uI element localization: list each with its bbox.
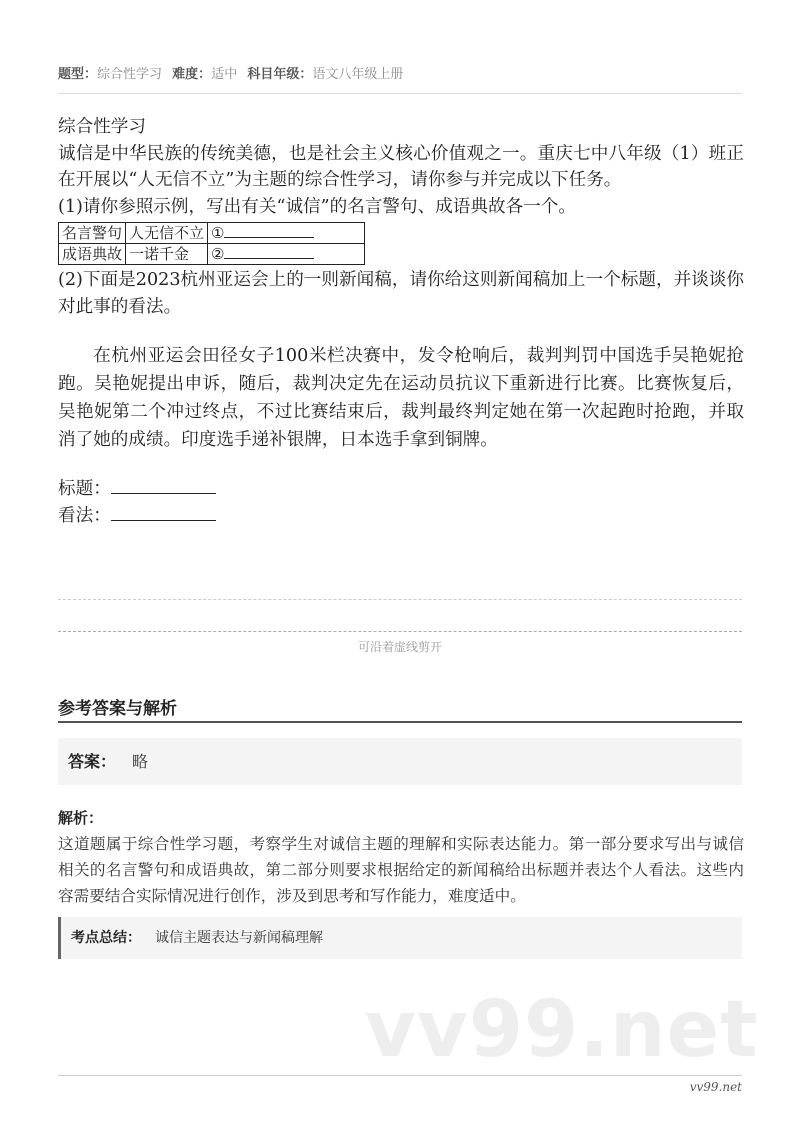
task-2: (2)下面是2023杭州亚运会上的一则新闻稿，请你给这则新闻稿加上一个标题，并谈谈你对此事的看法。 [58,270,744,317]
summary-box [58,917,742,959]
cut-line [58,631,742,632]
opinion-label: 看法： [58,505,111,526]
title-label: 标题： [58,479,111,499]
table-cell: 成语典故 [59,244,126,265]
blank-marker: ① [211,224,225,242]
analysis-text: 这道题属于综合性学习题，考察学生对诚信主题的理解和实际表达能力。第一部分要求写出与诚信相关的名言警句和成语典故，第二部分则要求根据给定的新闻稿给出标题并表达个人看法。这些内容需要结合实际情况进行创作，涉及到思考和写作能力，难度适中。 [58,835,744,905]
table-cell: 名言警句 [59,223,126,244]
answer-heading: 参考答案与解析 [58,699,177,719]
example-table [58,222,365,265]
footer-site: vv99.net [689,1080,742,1094]
answer-box [58,738,742,785]
table-cell [208,223,365,244]
title-blank[interactable] [111,477,216,494]
difficulty-value: 适中 [211,67,238,82]
question-body [58,114,744,529]
watermark: vv99.net [365,985,759,1075]
task-1: (1)请你参照示例，写出有关“诚信”的名言警句、成语典故各一个。 [58,196,576,217]
answer-blank[interactable] [224,223,314,238]
type-label: 题型： [58,67,98,82]
divider [58,93,742,94]
question-category: 综合性学习 [58,117,146,137]
question-intro: 诚信是中华民族的传统美德，也是社会主义核心价值观之一。重庆七中八年级（1）班正在开展以“人无信不立”为主题的综合性学习，请你参与并完成以下任务。 [58,143,744,190]
cut-line [58,599,742,600]
answer-value: 略 [132,752,149,771]
summary-label: 考点总结： [71,930,141,946]
opinion-blank[interactable] [111,504,216,521]
table-cell: 一诺千金 [126,244,208,265]
answer-blank[interactable] [224,244,314,259]
table-cell: 人无信不立 [126,223,208,244]
divider [58,721,742,723]
analysis [58,805,744,909]
subject-value: 语文八年级上册 [312,67,404,82]
subject-label: 科目年级： [247,67,313,82]
table-cell [208,244,365,265]
table-row [59,244,365,265]
type-value: 综合性学习 [97,67,163,82]
difficulty-label: 难度： [172,67,212,82]
answer-label: 答案： [68,752,117,771]
table-row [59,223,365,244]
question-meta [58,63,409,82]
cut-hint: 可沿着虚线剪开 [357,640,442,654]
blank-marker: ② [211,245,225,263]
analysis-label: 解析： [58,809,104,827]
footer-divider [58,1075,742,1076]
summary-text: 诚信主题表达与新闻稿理解 [155,930,323,946]
news-text: 在杭州亚运会田径女子100米栏决赛中，发令枪响后，裁判判罚中国选手吴艳妮抢跑。吴艳妮提出申诉，随后，裁判决定先在运动员抗议下重新进行比赛。比赛恢复后，吴艳妮第二个冲过终点，不过比赛结束后，裁判最终判定她在第一次起跑时抢跑，并取消了她的成绩。印度选手递补银牌，日本选手拿到铜牌。 [58,346,744,450]
